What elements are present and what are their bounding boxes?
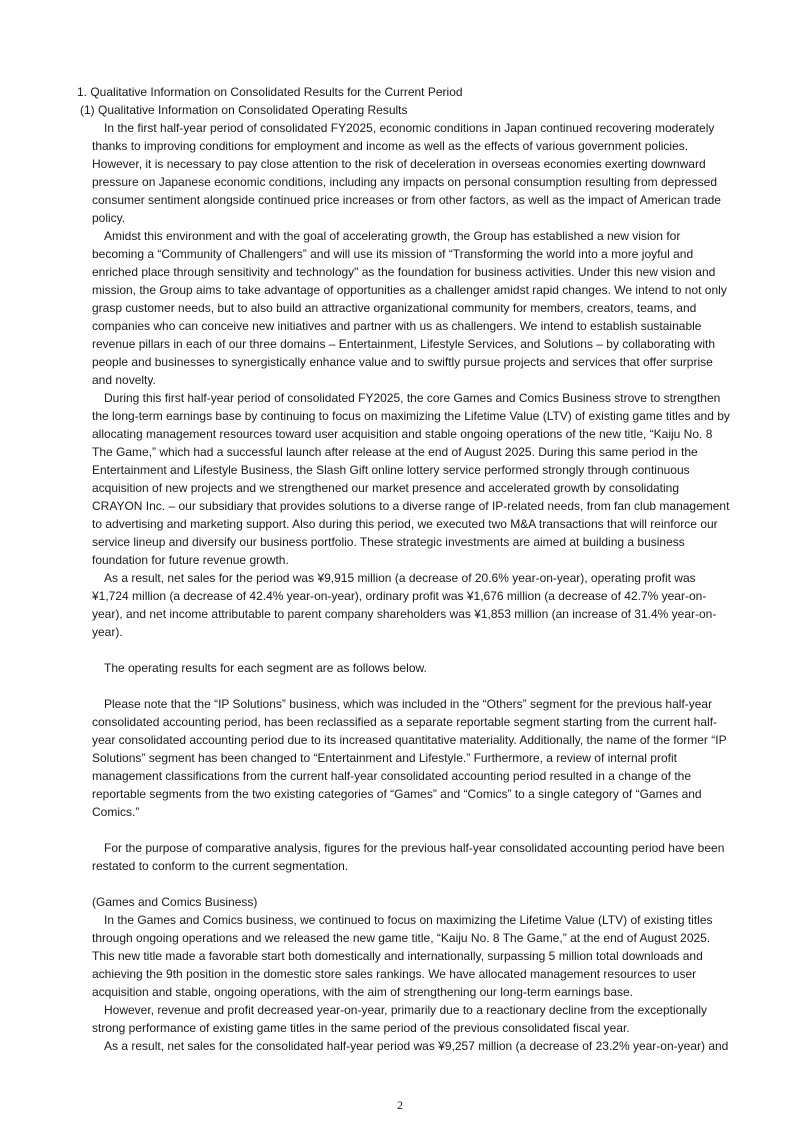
body-text: [92, 119, 732, 1055]
paragraph-restatement: For the purpose of comparative analysis, figures for the previous half-year consolidated accounting period have been restated to conform to the current segmentation.: [92, 841, 725, 873]
paragraph-economic-conditions: In the first half-year period of consolidated FY2025, economic conditions in Japan continued recovering moderately thanks to improving conditions for employment and income as well as the effects of various government policies. However, it is necessary to pay close attention to the risk of deceleration in overseas economies exerting downward pressure on Japanese economic conditions, including any impacts on personal consumption resulting from depressed consumer sentiment alongside continued price increases or from other factors, as well as the impact of American trade policy.: [92, 121, 721, 225]
spacer: [92, 641, 732, 659]
paragraph-financial-results: As a result, net sales for the period was ¥9,915 million (a decrease of 20.6% year-on-year), operating profit was ¥1,724 million (a decrease of 42.4% year-on-year), ordinary profit was ¥1,676 million (a decrease of 42.7% year-on-year), and net income attributable to parent company shareholders was ¥1,853 million (an increase of 31.4% year-on-year).: [92, 571, 717, 639]
spacer: [92, 821, 732, 839]
paragraph-games-comics-results: As a result, net sales for the consolidated half-year period was ¥9,257 million (a decrease of 23.2% year-on-year) and: [104, 1039, 729, 1053]
spacer: [92, 677, 732, 695]
spacer: [92, 875, 732, 893]
page-number: 2: [397, 1098, 403, 1112]
paragraph-segment-change: Please note that the “IP Solutions” business, which was included in the “Others” segment for the previous half-year consolidated accounting period, has been reclassified as a separate reportable segment starting from the current half-year consolidated accounting period due to its increased quantitative materiality. Additionally, the name of the former “IP Solutions” segment has been changed to “Entertainment and Lifestyle.” Furthermore, a review of internal profit management classifications from the current half-year consolidated accounting period resulted in a change of the reportable segments from the two existing categories of “Games” and “Comics” to a single category of “Games and Comics.”: [92, 697, 727, 819]
paragraph-segment-intro: The operating results for each segment are as follows below.: [104, 661, 427, 675]
paragraph-vision-mission: Amidst this environment and with the goal of accelerating growth, the Group has established a new vision for becoming a “Community of Challengers” and will use its mission of “Transforming the world into a more joyful and enriched place through sensitivity and technology" as the foundation for business activities. Under this new vision and mission, the Group aims to take advantage of opportunities as a challenger amidst rapid changes. We intend to not only grasp customer needs, but to also build an attractive organizational community for members, creators, teams, and companies who can conceive new initiatives and partner with us as challengers. We intend to establish sustainable revenue pillars in each of our three domains – Entertainment, Lifestyle Services, and Solutions – by collaborating with people and businesses to synergistically enhance value and to swiftly pursue projects and services that offer surprise and novelty.: [92, 229, 727, 387]
section-heading: 1. Qualitative Information on Consolidated Results for the Current Period: [77, 85, 463, 99]
paragraph-period-overview: During this first half-year period of consolidated FY2025, the core Games and Comics Business strove to strengthen the long-term earnings base by continuing to focus on maximizing the Lifetime Value (LTV) of existing game titles and by allocating management resources toward user acquisition and stable ongoing operations of the new title, “Kaiju No. 8 The Game,” which had a successful launch after release at the end of August 2025. During this same period in the Entertainment and Lifestyle Business, the Slash Gift online lottery service performed strongly through continuous acquisition of new projects and we strengthened our market presence and accelerated growth by consolidating CRAYON Inc. – our subsidiary that provides solutions to a diverse range of IP-related needs, from fan club management to advertising and marketing support. Also during this period, we executed two M&A transactions that will reinforce our service lineup and diversify our business portfolio. These strategic investments are aimed at building a business foundation for future revenue growth.: [92, 391, 730, 567]
paragraph-games-comics-operations: In the Games and Comics business, we continued to focus on maximizing the Lifetime Value (LTV) of existing titles through ongoing operations and we released the new game title, “Kaiju No. 8 The Game,” at the end of August 2025. This new title made a favorable start both domestically and internationally, surpassing 5 million total downloads and achieving the 9th position in the domestic store sales rankings. We have allocated management resources to user acquisition and stable, ongoing operations, with the aim of strengthening our long-term earnings base.: [92, 913, 713, 999]
subsection-heading: (1) Qualitative Information on Consolidated Operating Results: [80, 103, 408, 117]
segment-heading-games-comics: (Games and Comics Business): [92, 895, 258, 909]
paragraph-games-comics-decline: However, revenue and profit decreased year-on-year, primarily due to a reactionary decline from the exceptionally strong performance of existing game titles in the same period of the previous consolidated fiscal year.: [92, 1003, 707, 1035]
